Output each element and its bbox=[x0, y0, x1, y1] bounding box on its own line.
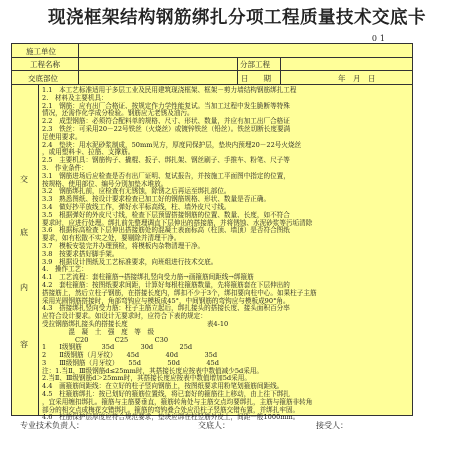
content-line: 情况，还需作化学成分检验。钢筋应无老锈及油污。 bbox=[42, 109, 194, 118]
content-line: 2.5 主要机具：钢筋钩子、撬棍、扳子、绑扎架、钢丝刷子、手推车、粉笔、尺子等 bbox=[42, 156, 290, 165]
side-label-char: 容 bbox=[20, 340, 28, 349]
content-line: 部分的相交点成梅花交错绑扎。箍筋的弯钩叠合处应沿柱子竖筋交错布置，并绑扎牢固。 bbox=[42, 405, 300, 414]
content-line: 采用光圆钢筋搭接时，角部弯钩应与模板成45°，中间钢筋的弯钩应与模板成90°角。 bbox=[42, 296, 290, 305]
row-divider bbox=[12, 84, 412, 85]
content-line: 混 凝 土 强 度 等 级 bbox=[42, 327, 155, 336]
content-line: ，或用塑料卡、拉筋、支撑筋。 bbox=[42, 148, 135, 157]
content-line: 3.4 做好抄平放线工作，弹好水平标高线，柱、墙外皮尺寸线。 bbox=[42, 202, 231, 211]
content-line: 4.2 套柱箍筋：按图纸要求间距，计算好每根柱箍筋数量，先将箍筋套在下层伸出的 bbox=[42, 280, 290, 289]
content-line: ，宜采用缠扣绑扎。箍筋与主筋要垂直，箍筋转角处与主筋交点均要绑扎，主筋与箍筋非转角 bbox=[42, 397, 313, 406]
content-line: 3.8 按要求搭好脚手架。 bbox=[42, 249, 119, 258]
content-line: 3.5 根据弹好的外皮尺寸线，检查下层预留搭接钢筋的位置、数量、长度，如不符合 bbox=[42, 210, 290, 219]
content-line: 注：1.当Ⅱ、Ⅲ级钢筋d≤25mm时，其搭接长度应按表中数值减少5d采用。 bbox=[42, 366, 264, 375]
tech-lead-label: 专业技术负责人： bbox=[20, 421, 84, 430]
content-line: 4.6 柱筋保护层厚度应符合规范要求，垫块应绑在柱竖筋外皮上，间距一般1000mm。 bbox=[42, 413, 300, 422]
column-divider bbox=[38, 84, 39, 415]
side-label-char: 底 bbox=[20, 228, 28, 237]
content-line: 2.1 钢筋：应有出厂合格证、按规定作力学性能复试。当加工过程中发生脆断等特殊 bbox=[42, 101, 290, 110]
content-line: 2.3 铁丝：可采用20－22号铁丝（火烧丝）或镀锌铁丝（铅丝）。铁丝切断长度要满 bbox=[42, 124, 291, 133]
subproject-label: 分部工程 bbox=[240, 60, 270, 69]
date-value: 年 月 日 bbox=[338, 74, 376, 83]
content-line: 2 Ⅱ级钢筋（月牙纹） 45d 40d 35d bbox=[42, 351, 218, 360]
content-line: 4.3 搭接绑扎竖向受力筋：柱子主筋立起后，绑扎接头的搭接长度、接头面积百分率 bbox=[42, 304, 290, 313]
content-line: 4. 操作工艺： bbox=[42, 265, 88, 274]
construction-unit-label: 施工单位 bbox=[26, 47, 56, 56]
row-divider bbox=[12, 70, 412, 71]
document-number: 01 bbox=[371, 34, 388, 43]
content-line: 2. 材料及主要机具： bbox=[42, 93, 108, 102]
content-line: 1.1 本工艺标准适用于多层工业及民用建筑现浇框架、框架－剪力墙结构钢筋绑扎工程 bbox=[42, 86, 297, 94]
project-name-label: 工程名称 bbox=[30, 60, 60, 69]
content-line: 要求时，应进行处理。绑扎前先整理调直下层伸出的搭接筋，并将锈蚀、水泥砂浆等污垢清除 bbox=[42, 218, 313, 227]
date-label: 日 期 bbox=[241, 74, 271, 83]
content-line: 4.4 画箍筋间距线：在立好的柱子竖向钢筋上，按图纸要求用粉笔划箍筋间距线。 bbox=[42, 382, 284, 391]
content-line: 2.当Ⅱ、Ⅲ级钢筋d＞25mm时，其搭接长度应按表中数值增加5d采用。 bbox=[42, 374, 251, 383]
page-title: 现浇框架结构钢筋绑扎分项工程质量技术交底卡 bbox=[48, 8, 426, 28]
column-divider bbox=[280, 57, 281, 84]
side-label-char: 交 bbox=[20, 175, 28, 184]
disclosure-form bbox=[11, 43, 413, 422]
content-line: 1 Ⅰ级钢筋 35d 30d 25d bbox=[42, 343, 193, 352]
content-line: 2.2 成型钢筋：必须符合配料单的规格、尺寸、形状、数量，并应有加工出厂合格证 bbox=[42, 117, 290, 126]
content-line: 4.1 工艺流程：套柱箍筋→搭接绑扎竖向受力筋→画箍筋间距线→绑箍筋 bbox=[42, 273, 254, 282]
content-line: 3.3 熟悉图纸、按设计要求检查已加工好的钢筋规格、形状、数量是否正确。 bbox=[42, 195, 271, 204]
content-line: 3 Ⅲ级钢筋（月牙纹） 55d 50d 45d bbox=[42, 358, 219, 367]
content-line: 2.4 垫块：用水泥砂浆制成，50mm见方，厚度同保护层，垫块内预埋20－22号火烧丝 bbox=[42, 140, 302, 149]
content-line: 3.7 模板安装完并办理预检，将模板内杂物清理干净。 bbox=[42, 241, 205, 250]
content-line: 4.5 柱箍筋绑扎：按已划好的箍筋位置线，将已套好的箍筋往上移动，由上往下绑扎 bbox=[42, 390, 290, 399]
content-line: 3.2 钢筋绑扎前，应检查有无锈蚀，除锈之后再运至绑扎部位。 bbox=[42, 187, 231, 196]
content-line: 3. 作业条件： bbox=[42, 163, 88, 172]
content-line: 搭接筋上，然后立柱子钢筋，在搭接长度内，绑扣不少于3个，绑扣要向柱中心。如果柱子主筋 bbox=[42, 288, 317, 297]
content-line: 按规格、使用部位、编号分别加垫木堆放。 bbox=[42, 179, 168, 188]
content-line: 足使用要求。 bbox=[42, 132, 82, 141]
row-divider bbox=[12, 57, 412, 58]
column-divider bbox=[237, 57, 238, 84]
content-line: 3.6 根据标高检查下层伸出搭接筋处的混凝土表面标高（柱顶、墙顶）是否符合图纸 bbox=[42, 226, 290, 235]
content-line: 应符合设计要求。如设计无要求时，应符合下表的规定： bbox=[42, 312, 207, 321]
content-line: 3.1 钢筋进场后应检查是否有出厂证明、复试报告，并按施工平面图中指定的位置， bbox=[42, 171, 290, 180]
content-line: 3.9 根据设计图纸及工艺标准要求，向班组进行技术交底。 bbox=[42, 257, 218, 266]
receiver-label: 接受人： bbox=[316, 421, 348, 430]
presenter-label: 交底人： bbox=[198, 421, 230, 430]
side-label-char: 内 bbox=[20, 283, 28, 292]
content-line: C20 C25 C30 bbox=[42, 335, 169, 344]
content-line: 受拉钢筋绑扎接头的搭接长度 表4-10 bbox=[42, 319, 229, 328]
column-divider bbox=[78, 44, 79, 84]
content-line: 要求，如有松散不实之处，要剔除并清理干净。 bbox=[42, 234, 181, 243]
disclosure-content bbox=[42, 86, 410, 422]
disclosure-area-label: 交底部位 bbox=[28, 74, 58, 83]
